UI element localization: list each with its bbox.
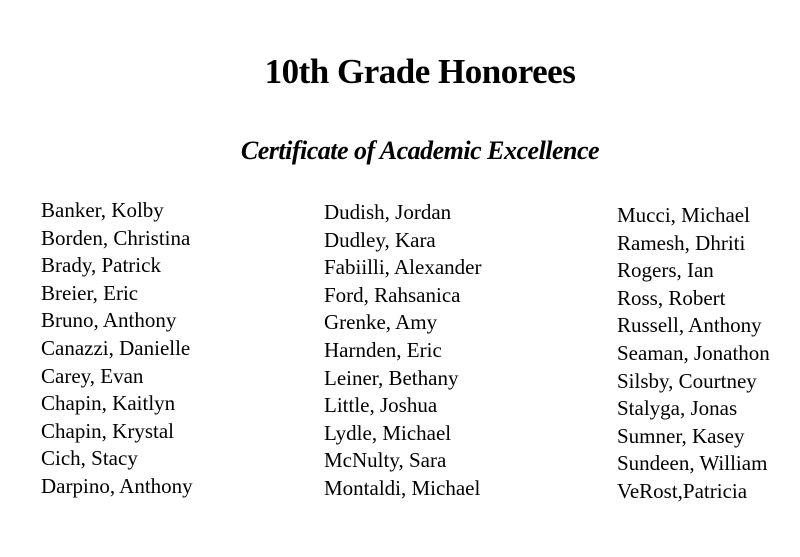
list-item: Borden, Christina bbox=[41, 225, 191, 250]
list-item: Montaldi, Michael bbox=[324, 475, 481, 500]
name-column-2 bbox=[324, 199, 481, 503]
list-item: Silsby, Courtney bbox=[617, 368, 757, 393]
list-item: Chapin, Krystal bbox=[41, 418, 174, 443]
list-item: Ross, Robert bbox=[617, 285, 726, 310]
list-item: Dudley, Kara bbox=[324, 227, 436, 252]
list-item: Little, Joshua bbox=[324, 393, 438, 418]
list-item: Lydle, Michael bbox=[324, 420, 452, 445]
list-item: Chapin, Kaitlyn bbox=[41, 391, 176, 416]
name-column-3 bbox=[617, 202, 770, 506]
list-item: Seaman, Jonathon bbox=[617, 340, 770, 365]
page-subtitle: Certificate of Academic Excellence bbox=[240, 136, 600, 165]
list-item: Darpino, Anthony bbox=[41, 473, 193, 498]
list-item: Brady, Patrick bbox=[41, 253, 161, 278]
list-item: Ford, Rahsanica bbox=[324, 282, 461, 307]
list-item: Canazzi, Danielle bbox=[41, 335, 191, 360]
list-item: Sundeen, William bbox=[617, 451, 768, 476]
list-item: Stalyga, Jonas bbox=[617, 396, 738, 421]
list-item: Bruno, Anthony bbox=[41, 308, 177, 333]
page-title: 10th Grade Honorees bbox=[264, 52, 576, 91]
list-item: Banker, Kolby bbox=[41, 198, 164, 222]
list-item: Grenke, Amy bbox=[324, 310, 438, 335]
list-item: VeRost,Patricia bbox=[617, 478, 748, 503]
list-item: Ramesh, Dhriti bbox=[617, 230, 746, 255]
list-item: Rogers, Ian bbox=[617, 258, 714, 283]
list-item: McNulty, Sara bbox=[324, 448, 447, 473]
list-item: Carey, Evan bbox=[41, 363, 144, 388]
list-item: Harnden, Eric bbox=[324, 337, 442, 362]
list-item: Sumner, Kasey bbox=[617, 423, 745, 448]
list-item: Leiner, Bethany bbox=[324, 365, 459, 390]
list-item: Cich, Stacy bbox=[41, 446, 138, 471]
list-item: Mucci, Michael bbox=[617, 203, 750, 227]
list-item: Fabiilli, Alexander bbox=[324, 255, 482, 280]
list-item: Dudish, Jordan bbox=[324, 200, 452, 224]
list-item: Russell, Anthony bbox=[617, 313, 762, 338]
name-column-1 bbox=[41, 197, 193, 501]
list-item: Breier, Eric bbox=[41, 280, 139, 305]
